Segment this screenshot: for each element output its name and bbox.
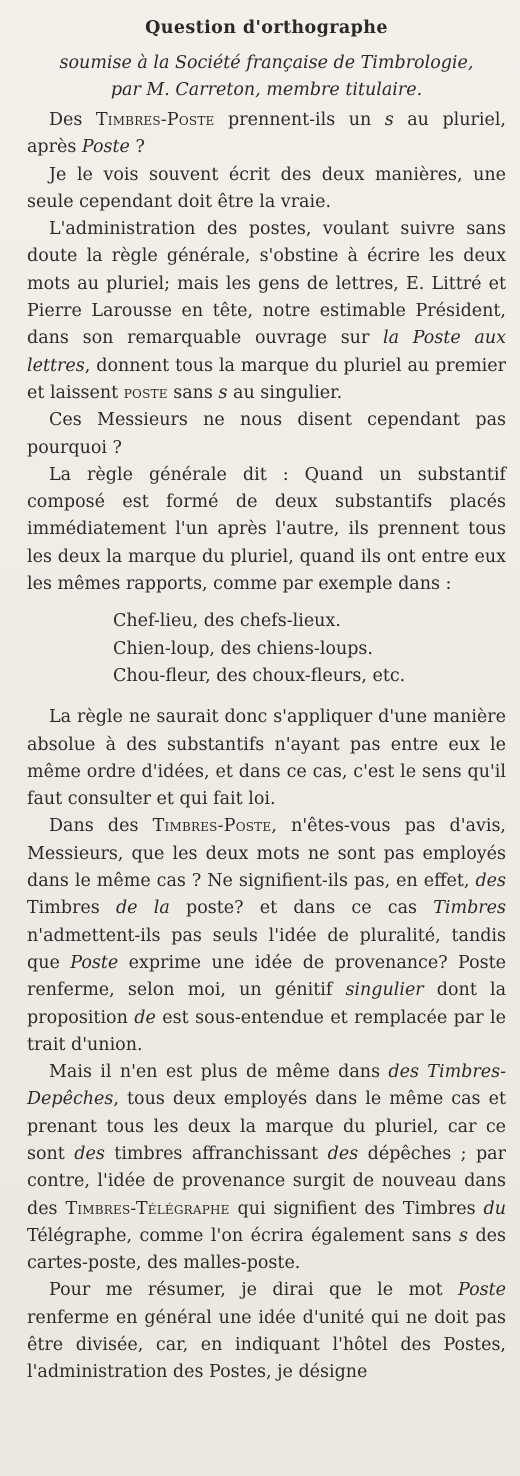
paragraph-3: L'administration des postes, voulant suivre sans doute la règle générale, s'obstine à écrire les deux mots au pluriel; mais les gens de lettres, E. Littré et Pierre Larousse en tête, notre estimable Président, dans son remarquable ouvrage sur la Poste aux lettres, donnent tous la marque du pluriel au premier et laissent poste sans s au singulier. [27,219,506,403]
examples-list [113,608,506,690]
paragraph-9: Pour me résumer, je dirai que le mot Poste renferme en général une idée d'unité qui ne doit pas être divisée, car, en indiquant l'hôtel des Postes, l'administration des Postes, je désigne [27,1280,506,1383]
article-title: Question d'orthographe [145,18,388,38]
example-item: Chien-loup, des chiens-loups. [113,638,373,659]
subtitle-line-1: soumise à la Société française de Timbrologie, [59,53,474,73]
article-subtitle [27,50,506,104]
term-timbres-poste: Timbres-Poste [95,110,215,130]
paragraph-8: Mais il n'en est plus de même dans des Timbres-Depêches, tous deux employés dans le même cas et prenant tous les deux la marque du pluriel, car ce sont des timbres affranchissant des dépêches ; par contre, l'idée de provenance surgit de nouveau dans des Timbres-Télégraphe qui signifient des Timbres du Télégraphe, comme l'on écrira également sans s des cartes-poste, des malles-poste. [27,1062,506,1274]
paragraph-2: Je le vois souvent écrit des deux manières, une seule cependant doit être la vraie. [27,164,506,212]
example-item: Chef-lieu, des chefs-lieux. [113,611,341,632]
paragraph-5: La règle générale dit : Quand un substantif composé est formé de deux substantifs placés immédiatement l'un après l'autre, ils prennent tous les deux la marque du pluriel, quand ils ont entre eux les mêmes rapports, comme par exemple dans : [27,464,506,595]
example-item: Chou-fleur, des choux-fleurs, etc. [113,665,406,686]
subtitle-line-2: par M. Carreton, membre titulaire. [110,80,423,100]
paragraph-1: Des Timbres-Poste prennent-ils un s au pluriel, après Poste ? [27,110,506,158]
book-title: la Poste aux lettres [27,328,506,376]
paragraph-4: Ces Messieurs ne nous disent cependant pas pourquoi ? [27,410,506,458]
paragraph-6: La règle ne saurait donc s'appliquer d'une manière absolue à des substantifs n'ayant pas entre eux le même ordre d'idées, et dans ce cas, c'est le sens qu'il faut consulter et qui fait loi. [27,707,506,810]
paragraph-7: Dans des Timbres-Poste, n'êtes-vous pas d'avis, Messieurs, que les deux mots ne sont pas employés dans le même cas ? Ne signifient-ils pas, en effet, des Timbres de la poste? et dans ce cas Timbres n'admettent-ils pas seuls l'idée de pluralité, tandis que Poste exprime une idée de provenance? Poste renferme, selon moi, un génitif singulier dont la proposition de est sous-entendue et remplacée par le trait d'union. [27,816,507,1055]
